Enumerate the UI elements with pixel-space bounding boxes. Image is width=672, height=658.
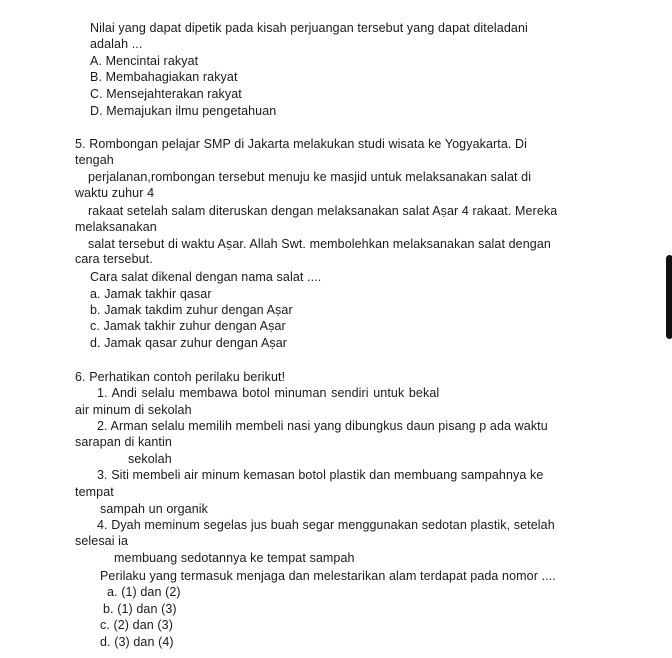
q6-item-1-line-1: 1. Andi selalu membawa botol minuman sendiri untuk bekal (97, 386, 440, 400)
q5-stem-line-3: perjalanan,rombongan tersebut menuju ke masjid untuk melaksanakan salat di (88, 170, 532, 184)
q5-stem-line-5: rakaat setelah salam diteruskan dengan melaksanakan salat Aṣar 4 rakaat. Mereka (88, 204, 558, 218)
q6-item-3-line-3: sampah un organik (100, 502, 209, 516)
q6-option-d: d. (3) dan (4) (100, 635, 174, 649)
scrollbar-thumb[interactable] (666, 255, 672, 339)
q6-item-2-line-2: sarapan di kantin (75, 435, 172, 449)
q4-option-c: C. Mensejahterakan rakyat (90, 87, 242, 101)
q6-title: 6. Perhatikan contoh perilaku berikut! (75, 370, 286, 384)
q6-item-3-line-1: 3. Siti membeli air minum kemasan botol plastik dan membuang sampahnya ke (97, 468, 544, 482)
q6-item-4-line-2: selesai ia (75, 534, 129, 548)
q5-stem-line-1: 5. Rombongan pelajar SMP di Jakarta melakukan studi wisata ke Yogyakarta. Di (75, 137, 528, 151)
q5-stem-line-7: salat tersebut di waktu Aṣar. Allah Swt. membolehkan melaksanakan salat dengan (88, 237, 551, 251)
q5-question: Cara salat dikenal dengan nama salat .... (90, 270, 322, 284)
q6-item-2-line-3: sekolah (128, 452, 172, 466)
q6-item-4-line-3: membuang sedotannya ke tempat sampah (114, 551, 355, 565)
q6-question: Perilaku yang termasuk menjaga dan melestarikan alam terdapat pada nomor .... (100, 569, 556, 583)
q5-option-a: a. Jamak takhir qasar (90, 287, 212, 301)
q5-option-b: b. Jamak takdim zuhur dengan Aṣar (90, 303, 293, 317)
q6-item-4-line-1: 4. Dyah meminum segelas jus buah segar menggunakan sedotan plastik, setelah (97, 518, 555, 532)
q5-stem-line-8: cara tersebut. (75, 252, 153, 266)
q6-item-2-line-1: 2. Arman selalu memilih membeli nasi yang dibungkus daun pisang p ada waktu (97, 419, 548, 433)
q4-stem-line-1: Nilai yang dapat dipetik pada kisah perjuangan tersebut yang dapat diteladani (90, 21, 528, 35)
q4-stem-line-2: adalah ... (90, 37, 143, 51)
q6-option-a: a. (1) dan (2) (107, 585, 181, 599)
q5-stem-line-4: waktu zuhur 4 (75, 186, 155, 200)
q4-option-b: B. Membahagiakan rakyat (90, 70, 238, 84)
q6-item-3-line-2: tempat (75, 485, 114, 499)
q4-option-a: A. Mencintai rakyat (90, 54, 199, 68)
q4-option-d: D. Memajukan ilmu pengetahuan (90, 104, 277, 118)
q6-item-1-line-2: air minum di sekolah (75, 403, 192, 417)
q5-option-c: c. Jamak takhir zuhur dengan Aṣar (90, 319, 286, 333)
q5-option-d: d. Jamak qasar zuhur dengan Aṣar (90, 336, 288, 350)
q6-option-b: b. (1) dan (3) (103, 602, 177, 616)
q6-option-c: c. (2) dan (3) (100, 618, 173, 632)
q5-stem-line-6: melaksanakan (75, 220, 157, 234)
q5-stem-line-2: tengah (75, 153, 114, 167)
